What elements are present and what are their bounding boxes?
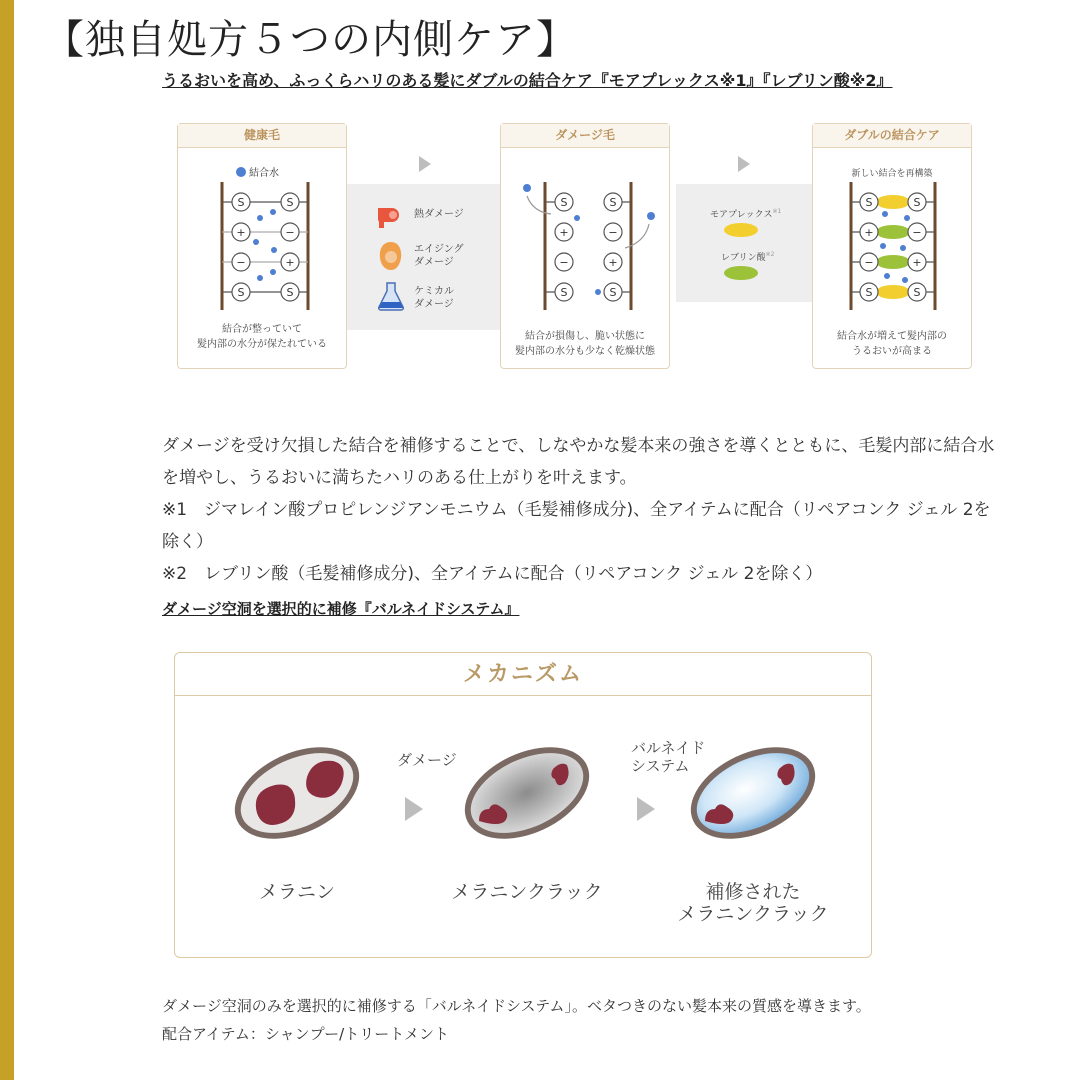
body-paragraph: ダメージを受け欠損した結合を補修することで、しなやかな髪本来の強さを導くとともに、毛髪内部に結合水を増やし、うるおいに満ちたハリのある仕上がりを叶えます。 (162, 436, 995, 488)
damage-label-aging: エイジング ダメージ (414, 244, 464, 268)
svg-text:S: S (560, 196, 568, 209)
repaired-melanin-crack-image (683, 743, 823, 843)
svg-text:−: − (236, 256, 246, 269)
aging-face-icon (376, 240, 406, 272)
svg-text:S: S (609, 286, 617, 299)
mechanism-box (174, 652, 872, 958)
body-paragraph: ダメージ空洞のみを選択的に補修する「バルネイドシステム」。ベタつきのない髪本来の質感を導きます。 (162, 997, 871, 1015)
svg-text:S: S (237, 286, 245, 299)
rebuild-note: 新しい結合を再構築 (851, 169, 933, 179)
svg-text:S: S (913, 196, 921, 209)
caption-melanin: メラニン (258, 881, 335, 903)
damage-label-heat: 熱ダメージ (414, 209, 464, 220)
svg-text:+: + (912, 256, 922, 269)
svg-text:−: − (559, 256, 569, 269)
arrow-icon (419, 156, 431, 172)
arrow-icon (738, 156, 750, 172)
ingredient-label-levulinic (721, 250, 775, 263)
arrow-icon (405, 797, 423, 821)
panel-heading: ダメージ毛 (501, 124, 669, 148)
panel-caption (813, 329, 971, 359)
svg-text:S: S (609, 196, 617, 209)
svg-text:S: S (286, 196, 294, 209)
svg-text:−: − (864, 256, 874, 269)
svg-text:+: + (285, 256, 295, 269)
caption-line: うるおいが高まる (852, 346, 932, 357)
svg-text:+: + (608, 256, 618, 269)
svg-text:S: S (865, 196, 873, 209)
damaged-hair-panel (500, 123, 670, 369)
svg-text:S: S (286, 286, 294, 299)
svg-text:−: − (608, 226, 618, 239)
ingredient-name: モアプレックス (710, 210, 773, 220)
svg-text:S: S (560, 286, 568, 299)
svg-text:S: S (865, 286, 873, 299)
damaged-bond-diagram (501, 178, 671, 318)
healthy-bond-diagram (178, 178, 348, 318)
caption-line: 結合が整っていて (222, 324, 302, 335)
levulinic-capsule-icon (724, 266, 758, 280)
svg-text:+: + (236, 226, 246, 239)
panel-heading: 健康毛 (178, 124, 346, 148)
arrow-icon (637, 797, 655, 821)
panel-heading: ダブルの結合ケア (813, 124, 971, 148)
hair-dryer-icon (374, 200, 404, 230)
gold-side-bar (0, 0, 14, 1080)
healthy-hair-panel (177, 123, 347, 369)
svg-text:−: − (285, 226, 295, 239)
compatible-items: 配合アイテム：シャンプー/トリートメント (162, 1025, 450, 1043)
step-label-damage: ダメージ (397, 751, 457, 769)
panel-caption (178, 322, 346, 352)
svg-text:S: S (913, 286, 921, 299)
section1-subtitle: うるおいを高め、ふっくらハリのある髪にダブルの結合ケア『モアプレックス※1』『レブリン酸※2』 (162, 71, 893, 90)
water-droplet-icon (236, 167, 246, 177)
caption-melanin-crack: メラニンクラック (451, 881, 603, 903)
moreplex-capsule-icon (724, 223, 758, 237)
legend-bound-water (236, 164, 279, 179)
caption-line: 結合が損傷し、脆い状態に (525, 331, 645, 342)
svg-text:S: S (237, 196, 245, 209)
legend-label: 結合水 (249, 168, 279, 179)
damage-label-chemical: ケミカル ダメージ (414, 286, 454, 310)
repaired-bond-diagram (813, 178, 973, 318)
section2-description (162, 992, 882, 1048)
mechanism-title: メカニズム (175, 653, 871, 696)
page-title: 【独自処方５つの内側ケア】 (44, 17, 577, 63)
melanin-crack-image (457, 743, 597, 843)
step-label-system: バルネイド システム (631, 739, 706, 775)
svg-text:+: + (864, 226, 874, 239)
caption-line: 髪内部の水分が保たれている (197, 339, 327, 350)
panel-caption (501, 329, 669, 359)
ingredient-label-moreplex (710, 207, 781, 220)
svg-text:+: + (559, 226, 569, 239)
ingredient-note: ※1 (772, 208, 782, 215)
ingredient-note: ※2 (765, 251, 775, 258)
double-bond-care-panel (812, 123, 972, 369)
caption-repaired-crack: 補修された メラニンクラック (677, 881, 829, 925)
caption-line: 髪内部の水分も少なく乾燥状態 (515, 346, 655, 357)
chemical-flask-icon (376, 280, 406, 312)
melanin-granule-image (227, 743, 367, 843)
transition-band-2 (676, 184, 814, 302)
section2-subtitle: ダメージ空洞を選択的に補修『バルネイドシステム』 (162, 600, 520, 618)
section1-description (162, 430, 1002, 590)
caption-line: 結合水が増えて髪内部の (837, 331, 947, 342)
footnote-1: ※1 ジマレイン酸プロピレンジアンモニウム（毛髪補修成分)、全アイテムに配合（リペアコンク ジェル 2を除く） (162, 500, 991, 552)
ingredient-name: レブリン酸 (721, 253, 766, 263)
footnote-2: ※2 レブリン酸（毛髪補修成分)、全アイテムに配合（リペアコンク ジェル 2を除く） (162, 564, 823, 584)
svg-text:−: − (912, 226, 922, 239)
